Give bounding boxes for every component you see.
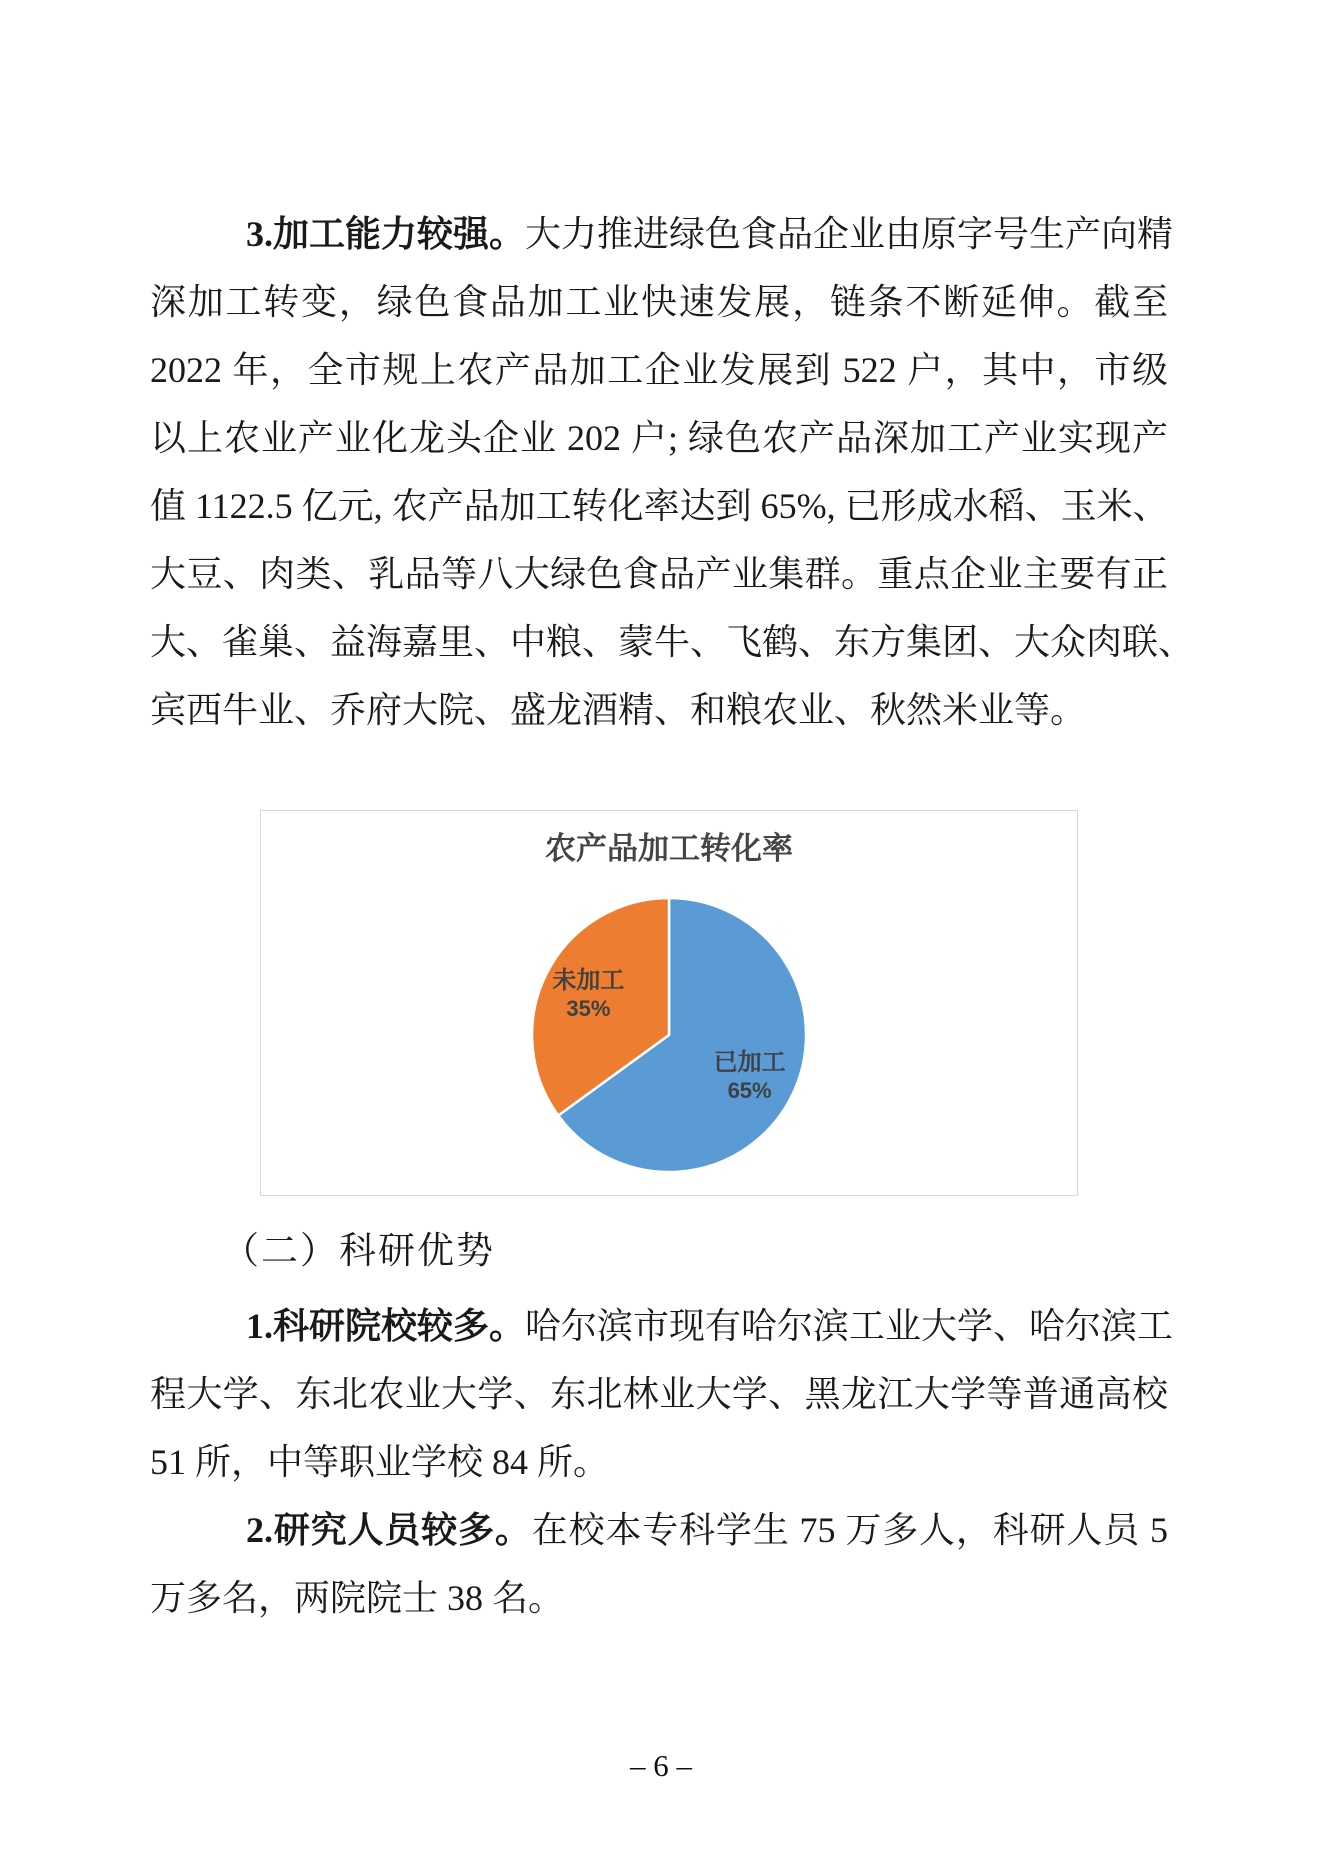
paragraph-lead: 3.加工能力较强。 xyxy=(246,214,526,254)
paragraph-processing xyxy=(150,200,1195,744)
page-number: – 6 – xyxy=(630,1748,692,1783)
pie-label-name-processed: 已加工 xyxy=(713,1049,786,1076)
pie-chart xyxy=(261,811,1077,1195)
pie-label-pct-unprocessed: 35% xyxy=(566,996,611,1021)
paragraph-text: 哈尔滨市现有哈尔滨工业大学、哈尔滨工 xyxy=(525,1306,1174,1346)
text-line: 深加工转变，绿色食品加工业快速发展，链条不断延伸。截至 xyxy=(150,282,1168,322)
paragraph-text: 大力推进绿色食品企业由原字号生产向精 xyxy=(525,214,1174,254)
paragraph-lead: 1.科研院校较多。 xyxy=(246,1306,526,1346)
text-line xyxy=(150,1292,1174,1360)
text-line xyxy=(150,1496,1168,1564)
text-line: 大豆、肉类、乳品等八大绿色食品产业集群。重点企业主要有正 xyxy=(150,554,1168,594)
text-line xyxy=(150,200,1174,268)
text-line: 宾西牛业、乔府大院、盛龙酒精、和粮农业、秋然米业等。 xyxy=(150,690,1087,730)
section-heading: （二）科研优势 xyxy=(222,1231,495,1272)
pie-label-name-unprocessed: 未加工 xyxy=(552,967,625,994)
text-line: 值 1122.5 亿元, 农产品加工转化率达到 65%, 已形成水稻、玉米、 xyxy=(150,486,1169,526)
text-line: 2022 年，全市规上农产品加工企业发展到 522 户，其中，市级 xyxy=(150,350,1168,390)
pie-label-pct-processed: 65% xyxy=(727,1078,772,1103)
paragraph-text: 在校本专科学生 75 万多人，科研人员 5 xyxy=(531,1510,1168,1550)
chart-title: 农产品加工转化率 xyxy=(545,831,793,866)
text-line: 程大学、东北农业大学、东北林业大学、黑龙江大学等普通高校 xyxy=(150,1374,1168,1414)
text-line: 51 所，中等职业学校 84 所。 xyxy=(150,1442,610,1482)
text-line: 大、雀巢、益海嘉里、中粮、蒙牛、飞鹤、东方集团、大众肉联、 xyxy=(150,622,1195,662)
pie-chart-panel xyxy=(260,810,1078,1196)
paragraph-lead: 2.研究人员较多。 xyxy=(246,1510,532,1550)
text-line: 万多名，两院院士 38 名。 xyxy=(150,1578,565,1618)
paragraph-institutes xyxy=(150,1292,1174,1496)
text-line: 以上农业产业化龙头企业 202 户; 绿色农产品深加工产业实现产 xyxy=(150,418,1168,458)
paragraph-researchers xyxy=(150,1496,1168,1632)
